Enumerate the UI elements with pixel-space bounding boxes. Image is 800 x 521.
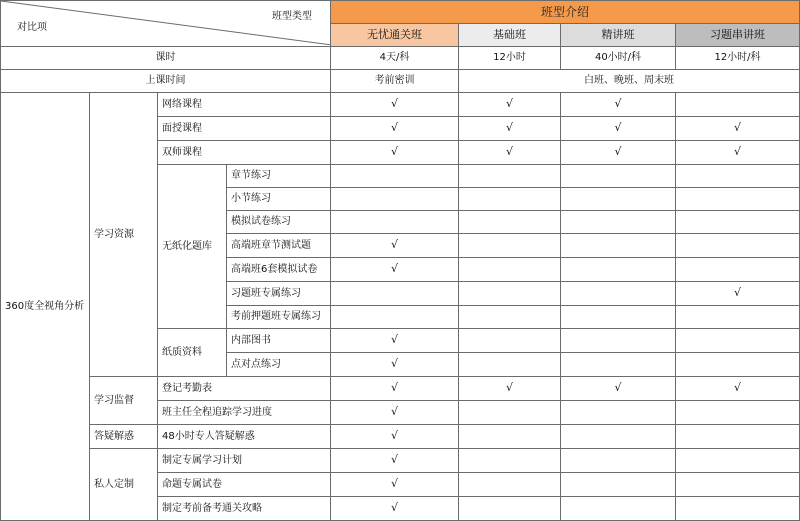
table-cell bbox=[561, 211, 676, 234]
table-cell bbox=[331, 188, 459, 211]
check-mark: √ bbox=[390, 501, 398, 514]
table-cell bbox=[459, 93, 561, 117]
check-mark: √ bbox=[390, 453, 398, 466]
table-cell bbox=[459, 377, 561, 401]
table-cell bbox=[561, 234, 676, 258]
table-cell bbox=[561, 353, 676, 377]
table-row bbox=[1, 449, 800, 473]
table-cell bbox=[676, 377, 800, 401]
diagonal-header-cell bbox=[1, 1, 331, 47]
table-row bbox=[1, 425, 800, 449]
table-row bbox=[1, 47, 800, 70]
row-online-course: 网络课程 bbox=[158, 93, 331, 117]
table-cell bbox=[561, 165, 676, 188]
table-cell bbox=[561, 282, 676, 306]
table-cell bbox=[459, 497, 561, 521]
table-cell bbox=[459, 258, 561, 282]
table-cell bbox=[676, 258, 800, 282]
table-cell bbox=[459, 425, 561, 449]
check-mark: √ bbox=[390, 97, 398, 110]
class-header-exercise: 习题串讲班 bbox=[676, 24, 800, 47]
table-cell bbox=[676, 282, 800, 306]
table-cell bbox=[561, 258, 676, 282]
row-premium-six-mock: 高端班6套模拟试卷 bbox=[227, 258, 331, 282]
row-point-practice: 点对点练习 bbox=[227, 353, 331, 377]
group-qa: 答疑解惑 bbox=[90, 425, 158, 449]
check-mark: √ bbox=[505, 381, 513, 394]
table-cell bbox=[676, 93, 800, 117]
subgroup-question-bank: 无纸化题库 bbox=[158, 165, 227, 329]
table-cell bbox=[561, 377, 676, 401]
class-header-intensive: 精讲班 bbox=[561, 24, 676, 47]
row-face-course: 面授课程 bbox=[158, 117, 331, 141]
table-cell bbox=[331, 117, 459, 141]
table-cell bbox=[459, 117, 561, 141]
class-header-basic: 基础班 bbox=[459, 24, 561, 47]
check-mark: √ bbox=[734, 381, 742, 394]
class-type-label: 班型类型 bbox=[272, 11, 312, 22]
table-cell bbox=[459, 234, 561, 258]
analysis-label: 360度全视角分析 bbox=[1, 93, 90, 521]
row-tracking: 班主任全程追踪学习进度 bbox=[158, 401, 331, 425]
row-exercise-exclusive: 习题班专属练习 bbox=[227, 282, 331, 306]
check-mark: √ bbox=[390, 405, 398, 418]
table-cell bbox=[331, 93, 459, 117]
check-mark: √ bbox=[614, 381, 622, 394]
group-custom: 私人定制 bbox=[90, 449, 158, 521]
table-cell bbox=[561, 473, 676, 497]
group-resources: 学习资源 bbox=[90, 93, 158, 377]
table-cell bbox=[676, 117, 800, 141]
check-mark: √ bbox=[390, 477, 398, 490]
table-cell bbox=[676, 401, 800, 425]
table-cell bbox=[676, 329, 800, 353]
table-cell bbox=[459, 306, 561, 329]
table-cell bbox=[331, 165, 459, 188]
table-cell bbox=[676, 188, 800, 211]
hours-label: 课时 bbox=[1, 47, 331, 70]
table-cell bbox=[331, 353, 459, 377]
group-supervision: 学习监督 bbox=[90, 377, 158, 425]
table-cell bbox=[676, 211, 800, 234]
table-cell bbox=[459, 141, 561, 165]
check-mark: √ bbox=[505, 97, 513, 110]
check-mark: √ bbox=[614, 145, 622, 158]
table-cell bbox=[331, 449, 459, 473]
check-mark: √ bbox=[390, 262, 398, 275]
table-row bbox=[1, 93, 800, 117]
check-mark: √ bbox=[390, 357, 398, 370]
row-internal-books: 内部图书 bbox=[227, 329, 331, 353]
table-cell bbox=[459, 188, 561, 211]
hours-intensive: 40小时/科 bbox=[561, 47, 676, 70]
check-mark: √ bbox=[390, 238, 398, 251]
check-mark: √ bbox=[505, 145, 513, 158]
table-cell bbox=[676, 165, 800, 188]
hours-wuyou: 4天/科 bbox=[331, 47, 459, 70]
table-cell bbox=[331, 497, 459, 521]
row-dual-teacher: 双师课程 bbox=[158, 141, 331, 165]
table-cell bbox=[459, 211, 561, 234]
check-mark: √ bbox=[390, 145, 398, 158]
table-row bbox=[1, 377, 800, 401]
table-cell bbox=[561, 497, 676, 521]
table-cell bbox=[459, 449, 561, 473]
check-mark: √ bbox=[734, 145, 742, 158]
check-mark: √ bbox=[614, 97, 622, 110]
table-cell bbox=[331, 377, 459, 401]
table-cell bbox=[676, 353, 800, 377]
table-cell bbox=[459, 282, 561, 306]
hours-basic: 12小时 bbox=[459, 47, 561, 70]
table-cell bbox=[561, 188, 676, 211]
row-mock-exam-practice: 模拟试卷练习 bbox=[227, 211, 331, 234]
schedule-label: 上课时间 bbox=[1, 70, 331, 93]
row-study-plan: 制定专属学习计划 bbox=[158, 449, 331, 473]
table-cell bbox=[676, 497, 800, 521]
table-cell bbox=[676, 473, 800, 497]
check-mark: √ bbox=[505, 121, 513, 134]
hours-exercise: 12小时/科 bbox=[676, 47, 800, 70]
class-intro-header: 班型介绍 bbox=[331, 1, 800, 24]
row-section-practice: 小节练习 bbox=[227, 188, 331, 211]
table-cell bbox=[676, 141, 800, 165]
table-cell bbox=[676, 425, 800, 449]
table-cell bbox=[459, 401, 561, 425]
table-cell bbox=[331, 306, 459, 329]
table-cell bbox=[561, 425, 676, 449]
table-cell bbox=[331, 211, 459, 234]
check-mark: √ bbox=[734, 286, 742, 299]
table-cell bbox=[331, 329, 459, 353]
table-cell bbox=[331, 401, 459, 425]
table-cell bbox=[561, 401, 676, 425]
table-row bbox=[1, 70, 800, 93]
table-cell bbox=[331, 258, 459, 282]
table-cell bbox=[676, 234, 800, 258]
class-header-wuyou: 无忧通关班 bbox=[331, 24, 459, 47]
table-cell bbox=[459, 329, 561, 353]
table-cell bbox=[459, 353, 561, 377]
table-cell bbox=[561, 329, 676, 353]
row-exclusive-papers: 命题专属试卷 bbox=[158, 473, 331, 497]
row-chapter-practice: 章节练习 bbox=[227, 165, 331, 188]
table-cell bbox=[561, 93, 676, 117]
table-cell bbox=[561, 141, 676, 165]
row-attendance: 登记考勤表 bbox=[158, 377, 331, 401]
row-premium-chapter-test: 高端班章节测试题 bbox=[227, 234, 331, 258]
table-cell bbox=[331, 234, 459, 258]
table-cell bbox=[561, 117, 676, 141]
check-mark: √ bbox=[390, 381, 398, 394]
table-cell bbox=[331, 425, 459, 449]
table-cell bbox=[459, 165, 561, 188]
table-cell bbox=[561, 306, 676, 329]
check-mark: √ bbox=[390, 429, 398, 442]
table-cell bbox=[331, 473, 459, 497]
table-cell bbox=[676, 306, 800, 329]
check-mark: √ bbox=[390, 121, 398, 134]
subgroup-paper-materials: 纸质资料 bbox=[158, 329, 227, 377]
row-qa-48h: 48小时专人答疑解惑 bbox=[158, 425, 331, 449]
table-cell bbox=[459, 473, 561, 497]
row-final-prediction: 考前押题班专属练习 bbox=[227, 306, 331, 329]
table-cell bbox=[676, 449, 800, 473]
table-cell bbox=[561, 449, 676, 473]
check-mark: √ bbox=[614, 121, 622, 134]
schedule-wuyou: 考前密训 bbox=[331, 70, 459, 93]
table-cell bbox=[331, 282, 459, 306]
schedule-others: 白班、晚班、周末班 bbox=[459, 70, 800, 93]
comparison-item-label: 对比项 bbox=[17, 22, 47, 33]
table-cell bbox=[331, 141, 459, 165]
check-mark: √ bbox=[734, 121, 742, 134]
row-exam-strategy: 制定考前备考通关攻略 bbox=[158, 497, 331, 521]
check-mark: √ bbox=[390, 333, 398, 346]
